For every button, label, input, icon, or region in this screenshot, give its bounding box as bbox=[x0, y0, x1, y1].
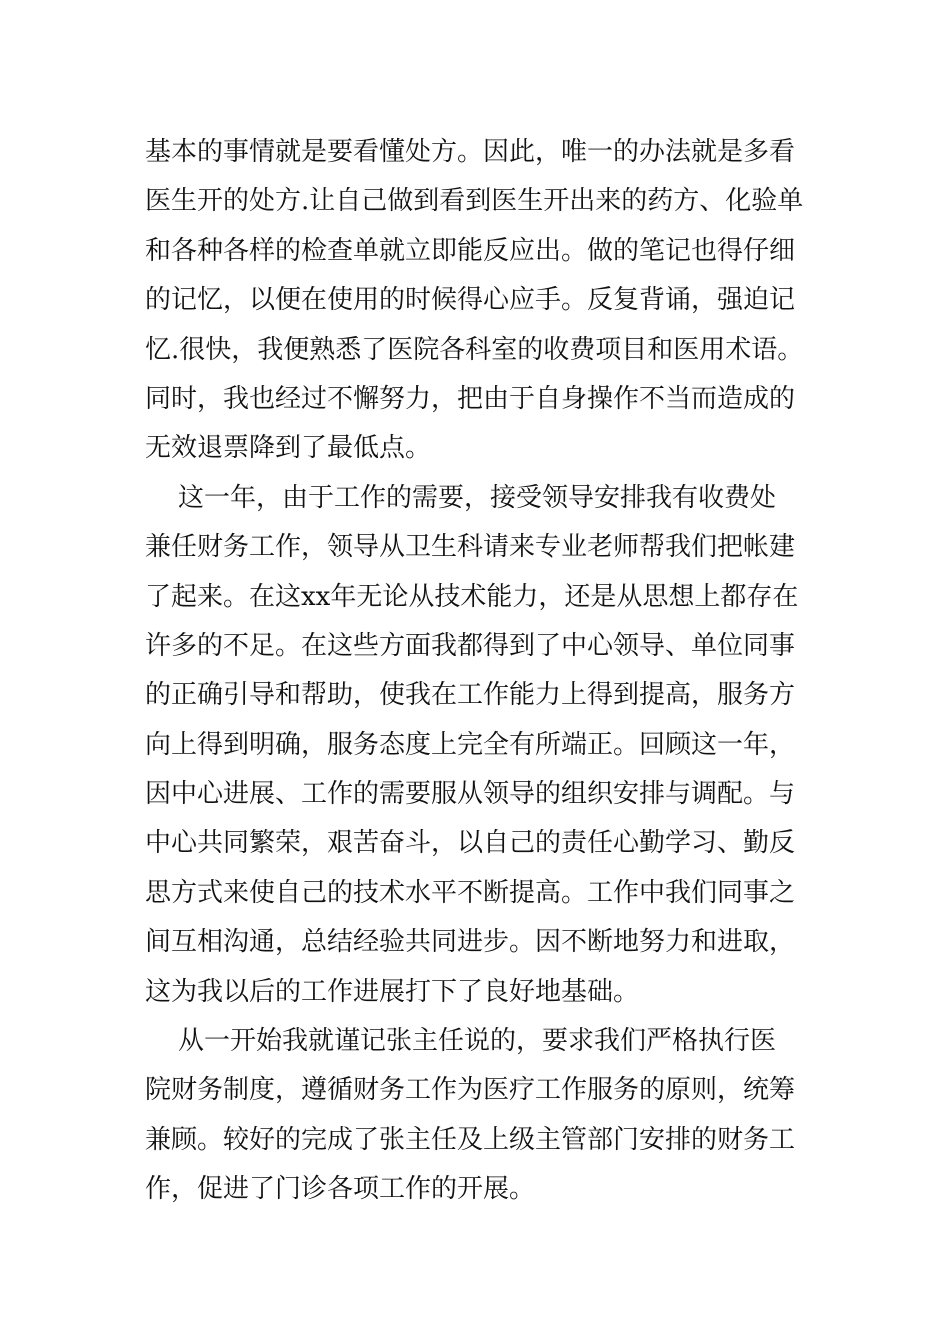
text-line: 因中心进展、工作的需要服从领导的组织安排与调配。与 bbox=[145, 779, 796, 810]
text-line: 医生开的处方.让自己做到看到医生开出来的药方、化验单 bbox=[145, 186, 804, 217]
text-line: 从一开始我就谨记张主任说的，要求我们严格执行医 bbox=[145, 1026, 777, 1057]
text-line: 了起来。在这xx年无论从技术能力，还是从思想上都存在 bbox=[145, 581, 799, 612]
text-line: 思方式来使自己的技术水平不断提高。工作中我们同事之 bbox=[145, 877, 796, 908]
paragraph-2 bbox=[145, 474, 810, 1017]
text-line: 许多的不足。在这些方面我都得到了中心领导、单位同事 bbox=[145, 630, 796, 661]
text-line: 兼任财务工作，领导从卫生科请来专业老师帮我们把帐建 bbox=[145, 532, 796, 563]
text-line: 忆.很快，我便熟悉了医院各科室的收费项目和医用术语。 bbox=[145, 334, 804, 365]
text-line: 中心共同繁荣，艰苦奋斗，以自己的责任心勤学习、勤反 bbox=[145, 828, 796, 859]
text-line: 院财务制度，遵循财务工作为医疗工作服务的原则，统筹 bbox=[145, 1075, 796, 1106]
text-line: 无效退票降到了最低点。 bbox=[145, 433, 432, 464]
paragraph-3 bbox=[145, 1017, 810, 1215]
text-line: 向上得到明确，服务态度上完全有所端正。回顾这一年， bbox=[145, 729, 796, 760]
text-line: 兼顾。较好的完成了张主任及上级主管部门安排的财务工 bbox=[145, 1124, 796, 1155]
text-line: 这一年，由于工作的需要，接受领导安排我有收费处 bbox=[145, 482, 777, 513]
text-line: 和各种各样的检查单就立即能反应出。做的笔记也得仔细 bbox=[145, 235, 796, 266]
document-body bbox=[145, 128, 810, 1215]
text-line: 这为我以后的工作进展打下了良好地基础。 bbox=[145, 976, 640, 1007]
text-line: 的正确引导和帮助，使我在工作能力上得到提高，服务方 bbox=[145, 680, 796, 711]
text-line: 同时，我也经过不懈努力，把由于自身操作不当而造成的 bbox=[145, 383, 796, 414]
text-line: 基本的事情就是要看懂处方。因此，唯一的办法就是多看 bbox=[145, 137, 796, 167]
paragraph-1 bbox=[145, 128, 810, 474]
text-line: 作，促进了门诊各项工作的开展。 bbox=[145, 1174, 536, 1205]
text-line: 的记忆，以便在使用的时候得心应手。反复背诵，强迫记 bbox=[145, 285, 796, 316]
text-line: 间互相沟通，总结经验共同进步。因不断地努力和进取， bbox=[145, 927, 796, 958]
